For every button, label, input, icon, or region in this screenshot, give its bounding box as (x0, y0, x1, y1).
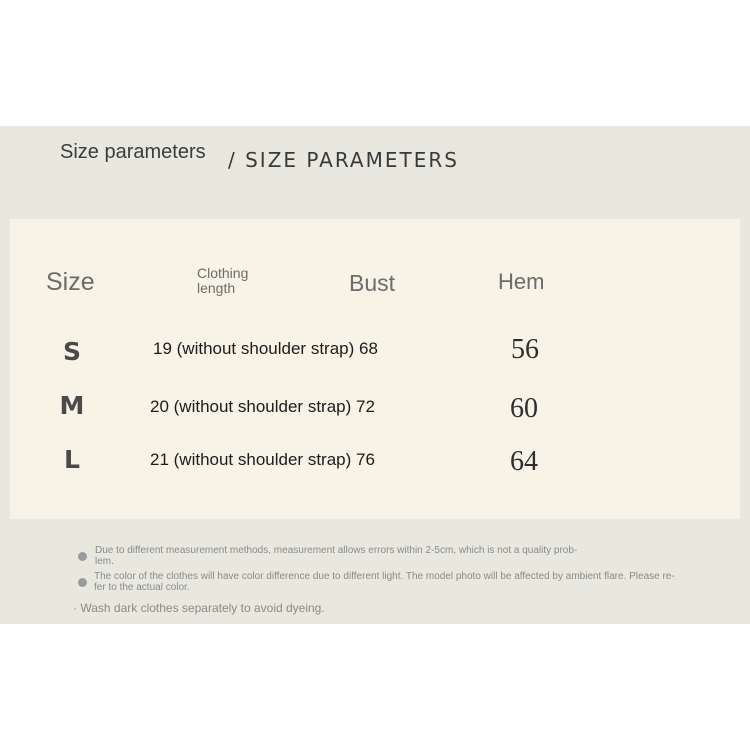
column-header-hem: Hem (498, 269, 545, 294)
column-header-bust: Bust (349, 270, 396, 296)
length-bust-cell-l: 21 (without shoulder strap) 76 (150, 450, 375, 469)
note-color-difference (94, 571, 675, 593)
note-measurement-line1: Due to different measurement methods, measurement allows errors within 2-5cm, which is not a quality prob- (95, 545, 578, 556)
bullet-dot-icon (78, 552, 87, 561)
hem-cell-s: 56 (511, 334, 539, 365)
bullet-dot-icon (78, 578, 87, 587)
note-measurement (95, 545, 577, 567)
note-measurement-line2: lem. (95, 556, 114, 567)
column-header-clothing-length (197, 266, 267, 296)
length-bust-cell-s: 19 (without shoulder strap) 68 (153, 339, 378, 358)
hem-cell-m: 60 (510, 393, 538, 424)
section-title: Size parameters (60, 141, 206, 163)
column-header-size: Size (46, 268, 95, 296)
size-cell-s: S (62, 337, 81, 366)
size-cell-m: M (59, 391, 85, 420)
column-header-clothing-length-line1: Clothing (197, 265, 249, 281)
length-bust-cell-m: 20 (without shoulder strap) 72 (150, 397, 375, 416)
size-cell-l: L (64, 445, 80, 474)
note-color-difference-line1: The color of the clothes will have color difference due to different light. The model photo will be affected by ambient flare. Please re- (94, 571, 675, 582)
hem-cell-l: 64 (510, 446, 538, 477)
section-title-english: / SIZE PARAMETERS (228, 148, 459, 172)
column-header-clothing-length-line2: length (197, 280, 236, 296)
note-washing: · Wash dark clothes separately to avoid dyeing. (73, 601, 325, 615)
size-table-card (10, 219, 740, 519)
note-color-difference-line2: fer to the actual color. (94, 582, 190, 593)
